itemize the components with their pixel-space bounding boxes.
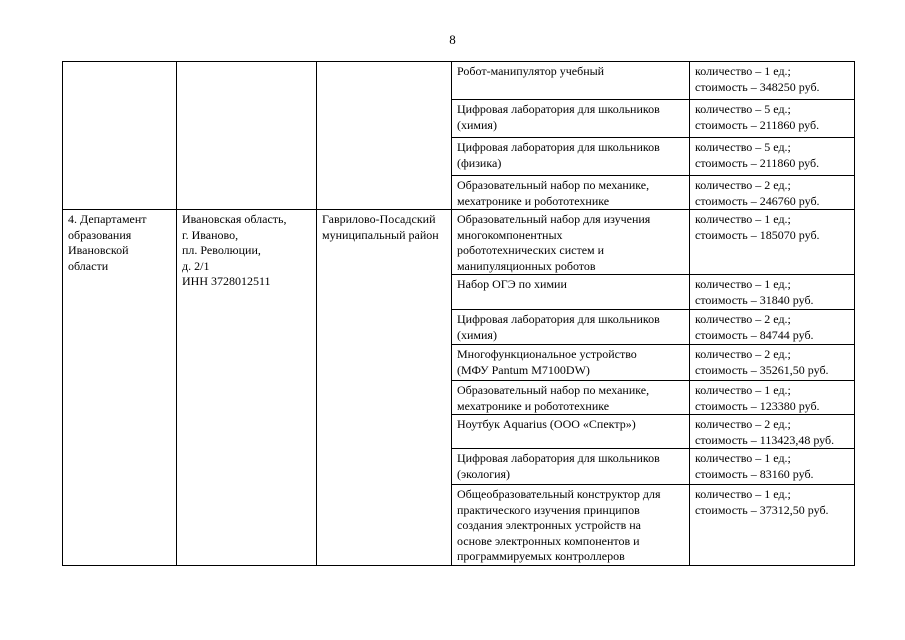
item-name-cell xyxy=(452,275,690,310)
text-line: 4. Департамент xyxy=(68,212,147,226)
text-line: количество – 5 ед.; xyxy=(695,140,791,154)
item-name-cell xyxy=(452,345,690,381)
item-name-cell xyxy=(452,310,690,345)
text-line: количество – 2 ед.; xyxy=(695,347,791,361)
text-line: (МФУ Pantum M7100DW) xyxy=(457,362,590,377)
text-line: стоимость – 31840 руб. xyxy=(695,292,814,307)
item-quantity-cell xyxy=(690,449,855,485)
item-quantity-cell xyxy=(690,100,855,138)
item-name-cell xyxy=(452,449,690,485)
text-line: д. 2/1 xyxy=(182,258,210,273)
item-quantity-cell xyxy=(690,138,855,176)
text-line: (физика) xyxy=(457,155,502,170)
text-line: количество – 1 ед.; xyxy=(695,487,791,501)
text-line: практического изучения принципов xyxy=(457,502,640,517)
item-quantity-cell xyxy=(690,210,855,275)
text-line: мехатронике и робототехнике xyxy=(457,193,610,208)
text-line: Многофункциональное устройство xyxy=(457,347,637,361)
text-line: пл. Революции, xyxy=(182,243,261,257)
text-line: количество – 1 ед.; xyxy=(695,64,791,78)
text-line: стоимость – 348250 руб. xyxy=(695,79,820,94)
text-line: Общеобразовательный конструктор для xyxy=(457,487,661,501)
text-line: Цифровая лаборатория для школьников xyxy=(457,451,660,465)
text-line: стоимость – 84744 руб. xyxy=(695,327,814,342)
municipality-cell xyxy=(317,210,452,566)
text-line: стоимость – 35261,50 руб. xyxy=(695,362,829,377)
text-line: стоимость – 185070 руб. xyxy=(695,227,820,242)
text-line: стоимость – 83160 руб. xyxy=(695,466,814,481)
text-line: Цифровая лаборатория для школьников xyxy=(457,140,660,154)
text-line: основе электронных компонентов и xyxy=(457,533,640,548)
text-line: количество – 1 ед.; xyxy=(695,383,791,397)
text-line: Образовательный набор по механике, xyxy=(457,178,650,192)
recipient-cell xyxy=(63,210,177,566)
table-row xyxy=(63,62,855,100)
item-quantity-cell xyxy=(690,310,855,345)
text-line: стоимость – 211860 руб. xyxy=(695,155,820,170)
table-row xyxy=(63,210,855,275)
address-cell xyxy=(177,210,317,566)
text-line: Гаврилово-Посадский xyxy=(322,212,436,226)
item-quantity-cell xyxy=(690,485,855,566)
text-line: создания электронных устройств на xyxy=(457,518,641,532)
text-line: количество – 2 ед.; xyxy=(695,312,791,326)
item-name-cell xyxy=(452,210,690,275)
municipality-cell xyxy=(317,62,452,210)
item-name-cell xyxy=(452,176,690,210)
text-line: количество – 1 ед.; xyxy=(695,277,791,291)
text-line: мехатронике и робототехнике xyxy=(457,398,610,413)
item-name-cell xyxy=(452,138,690,176)
item-quantity-cell xyxy=(690,415,855,449)
text-line: Робот-манипулятор учебный xyxy=(457,64,605,78)
text-line: (экология) xyxy=(457,466,511,481)
text-line: г. Иваново, xyxy=(182,227,239,242)
text-line: (химия) xyxy=(457,117,497,132)
text-line: (химия) xyxy=(457,327,497,342)
text-line: Образовательный набор по механике, xyxy=(457,383,650,397)
text-line: муниципальный район xyxy=(322,227,439,242)
recipient-cell xyxy=(63,62,177,210)
text-line: ИНН 3728012511 xyxy=(182,274,271,288)
text-line: многокомпонентных xyxy=(457,227,563,242)
item-quantity-cell xyxy=(690,62,855,100)
item-name-cell xyxy=(452,100,690,138)
text-line: стоимость – 246760 руб. xyxy=(695,193,820,208)
text-line: Набор ОГЭ по химии xyxy=(457,277,567,291)
item-name-cell xyxy=(452,381,690,415)
table-body xyxy=(63,62,855,566)
address-cell xyxy=(177,62,317,210)
text-line: Ивановской xyxy=(68,243,129,257)
text-line: количество – 2 ед.; xyxy=(695,178,791,192)
item-name-cell xyxy=(452,485,690,566)
text-line: количество – 5 ед.; xyxy=(695,102,791,116)
text-line: количество – 1 ед.; xyxy=(695,451,791,465)
text-line: стоимость – 123380 руб. xyxy=(695,398,820,413)
text-line: манипуляционных роботов xyxy=(457,258,596,273)
text-line: Ивановская область, xyxy=(182,212,287,226)
text-line: области xyxy=(68,258,109,273)
text-line: Цифровая лаборатория для школьников xyxy=(457,102,660,116)
text-line: Образовательный набор для изучения xyxy=(457,212,651,226)
text-line: образования xyxy=(68,227,132,242)
text-line: стоимость – 113423,48 руб. xyxy=(695,432,835,447)
equipment-table xyxy=(62,61,855,566)
item-name-cell xyxy=(452,62,690,100)
text-line: Цифровая лаборатория для школьников xyxy=(457,312,660,326)
text-line: программируемых контроллеров xyxy=(457,549,625,563)
text-line: робототехнических систем и xyxy=(457,243,605,257)
item-quantity-cell xyxy=(690,176,855,210)
item-quantity-cell xyxy=(690,345,855,381)
text-line: стоимость – 211860 руб. xyxy=(695,117,820,132)
text-line: Ноутбук Aquarius (ООО «Спектр») xyxy=(457,417,636,431)
text-line: стоимость – 37312,50 руб. xyxy=(695,502,829,517)
text-line: количество – 2 ед.; xyxy=(695,417,791,431)
page-number: 8 xyxy=(449,32,456,47)
item-quantity-cell xyxy=(690,275,855,310)
item-name-cell xyxy=(452,415,690,449)
item-quantity-cell xyxy=(690,381,855,415)
text-line: количество – 1 ед.; xyxy=(695,212,791,226)
